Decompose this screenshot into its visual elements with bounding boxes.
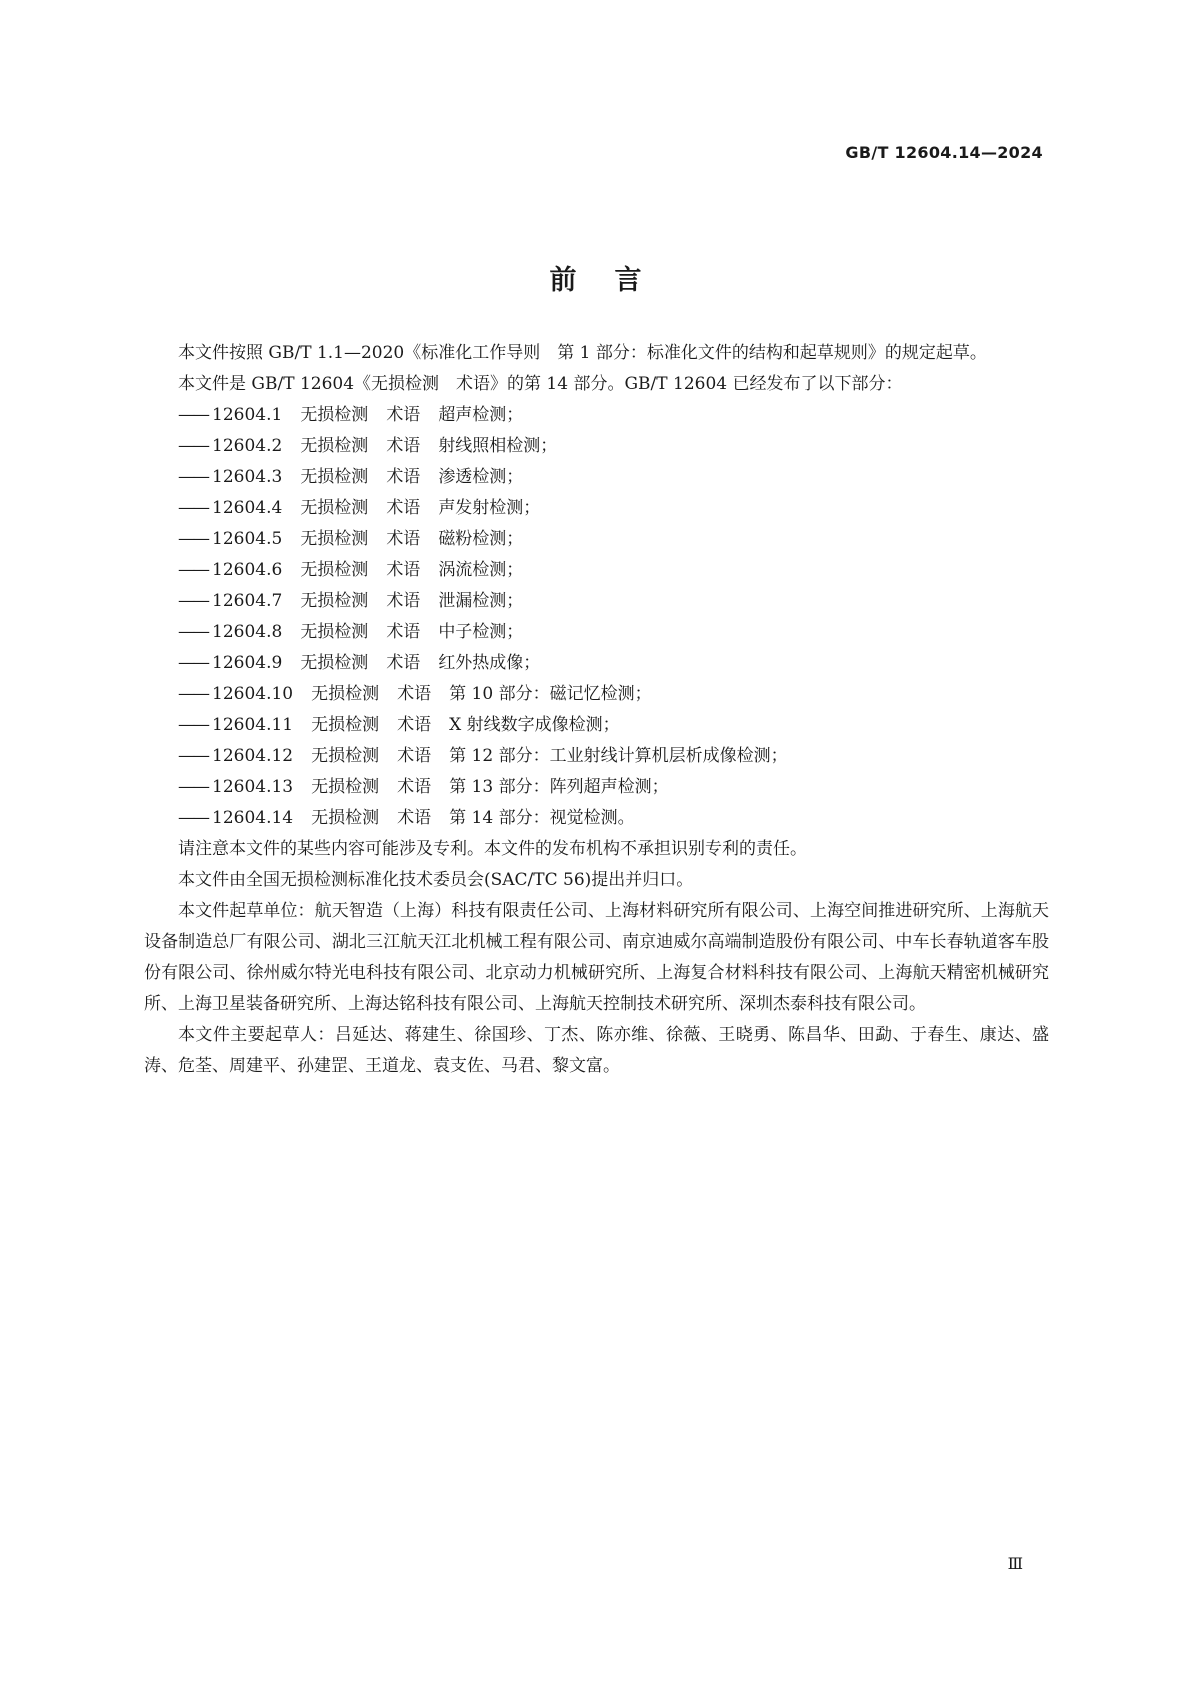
part-topic: 射线照相检测；: [438, 436, 558, 456]
part-name: 无损检测: [311, 715, 380, 735]
parts-list: [144, 400, 1049, 834]
part-topic: 红外热成像；: [438, 653, 541, 673]
list-dash: ——: [178, 653, 208, 673]
part-term: 术语: [397, 808, 432, 828]
part-topic: 超声检测；: [438, 405, 524, 425]
part-number: 12604.6: [212, 560, 283, 580]
paragraph-drafters: 本文件主要起草人：吕延达、蒋建生、徐国珍、丁杰、陈亦维、徐薇、王晓勇、陈昌华、田勐、于春生、康达、盛涛、危荃、周建平、孙建罡、王道龙、袁支佐、马君、黎文富。: [144, 1025, 1049, 1076]
list-dash: ——: [178, 591, 208, 611]
part-number: 12604.11: [212, 715, 294, 735]
part-topic: 第 12 部分：工业射线计算机层析成像检测；: [449, 746, 788, 766]
list-item: [144, 431, 1049, 462]
list-dash: ——: [178, 808, 208, 828]
part-topic: 第 13 部分：阵列超声检测；: [449, 777, 669, 797]
part-number: 12604.14: [212, 808, 294, 828]
list-dash: ——: [178, 715, 208, 735]
part-name: 无损检测: [300, 436, 369, 456]
part-number: 12604.9: [212, 653, 283, 673]
list-item: [144, 741, 1049, 772]
part-topic: 中子检测；: [438, 622, 524, 642]
list-item: [144, 803, 1049, 834]
part-number: 12604.3: [212, 467, 283, 487]
list-item: [144, 524, 1049, 555]
page-number: Ⅲ: [1007, 1554, 1023, 1573]
part-name: 无损检测: [300, 560, 369, 580]
part-name: 无损检测: [300, 467, 369, 487]
standard-code: GB/T 12604.14—2024: [845, 143, 1043, 162]
foreword-body: [144, 338, 1049, 1082]
list-item: [144, 617, 1049, 648]
part-term: 术语: [386, 498, 421, 518]
part-topic: 磁粉检测；: [438, 529, 524, 549]
part-topic: 涡流检测；: [438, 560, 524, 580]
part-number: 12604.13: [212, 777, 294, 797]
part-name: 无损检测: [311, 808, 380, 828]
list-item: [144, 400, 1049, 431]
part-topic: 渗透检测；: [438, 467, 524, 487]
part-number: 12604.10: [212, 684, 294, 704]
list-dash: ——: [178, 777, 208, 797]
part-name: 无损检测: [311, 684, 380, 704]
part-term: 术语: [386, 653, 421, 673]
part-term: 术语: [386, 622, 421, 642]
part-number: 12604.12: [212, 746, 294, 766]
part-number: 12604.5: [212, 529, 283, 549]
part-name: 无损检测: [300, 498, 369, 518]
list-item: [144, 493, 1049, 524]
part-topic: 泄漏检测；: [438, 591, 524, 611]
paragraph-drafting-units: 本文件起草单位：航天智造（上海）科技有限责任公司、上海材料研究所有限公司、上海空间推进研究所、上海航天设备制造总厂有限公司、湖北三江航天江北机械工程有限公司、南京迪威尔高端制造股份有限公司、中车长春轨道客车股份有限公司、徐州威尔特光电科技有限公司、北京动力机械研究所、上海复合材料科技有限公司、上海航天精密机械研究所、上海卫星装备研究所、上海达铭科技有限公司、上海航天控制技术研究所、深圳杰泰科技有限公司。: [144, 901, 1049, 1014]
paragraph-series-intro: 本文件是 GB/T 12604《无损检测 术语》的第 14 部分。GB/T 12604 已经发布了以下部分：: [178, 374, 903, 394]
part-term: 术语: [397, 746, 432, 766]
page-title: 前言: [549, 265, 680, 297]
part-topic: 声发射检测；: [438, 498, 541, 518]
part-term: 术语: [397, 777, 432, 797]
part-term: 术语: [386, 467, 421, 487]
part-number: 12604.4: [212, 498, 283, 518]
list-item: [144, 648, 1049, 679]
part-term: 术语: [397, 715, 432, 735]
list-item: [144, 710, 1049, 741]
part-name: 无损检测: [300, 591, 369, 611]
list-dash: ——: [178, 467, 208, 487]
list-dash: ——: [178, 560, 208, 580]
part-name: 无损检测: [300, 405, 369, 425]
part-term: 术语: [386, 405, 421, 425]
list-dash: ——: [178, 498, 208, 518]
list-item: [144, 772, 1049, 803]
part-name: 无损检测: [311, 777, 380, 797]
part-topic: 第 14 部分：视觉检测。: [449, 808, 635, 828]
list-item: [144, 555, 1049, 586]
list-dash: ——: [178, 746, 208, 766]
list-dash: ——: [178, 405, 208, 425]
part-term: 术语: [397, 684, 432, 704]
list-dash: ——: [178, 622, 208, 642]
part-topic: 第 10 部分：磁记忆检测；: [449, 684, 652, 704]
list-dash: ——: [178, 436, 208, 456]
list-dash: ——: [178, 529, 208, 549]
part-name: 无损检测: [311, 746, 380, 766]
part-name: 无损检测: [300, 622, 369, 642]
part-number: 12604.1: [212, 405, 283, 425]
list-item: [144, 679, 1049, 710]
part-name: 无损检测: [300, 529, 369, 549]
part-topic: X 射线数字成像检测；: [449, 715, 620, 735]
part-number: 12604.7: [212, 591, 283, 611]
paragraph-patent-notice: 请注意本文件的某些内容可能涉及专利。本文件的发布机构不承担识别专利的责任。: [178, 839, 807, 859]
part-number: 12604.2: [212, 436, 283, 456]
part-term: 术语: [386, 436, 421, 456]
part-name: 无损检测: [300, 653, 369, 673]
list-item: [144, 462, 1049, 493]
part-number: 12604.8: [212, 622, 283, 642]
paragraph-drafting-rules: 本文件按照 GB/T 1.1—2020《标准化工作导则 第 1 部分：标准化文件的结构和起草规则》的规定起草。: [178, 343, 987, 363]
part-term: 术语: [386, 560, 421, 580]
part-term: 术语: [386, 529, 421, 549]
part-term: 术语: [386, 591, 421, 611]
list-item: [144, 586, 1049, 617]
paragraph-proposer: 本文件由全国无损检测标准化技术委员会(SAC/TC 56)提出并归口。: [178, 870, 694, 890]
list-dash: ——: [178, 684, 208, 704]
